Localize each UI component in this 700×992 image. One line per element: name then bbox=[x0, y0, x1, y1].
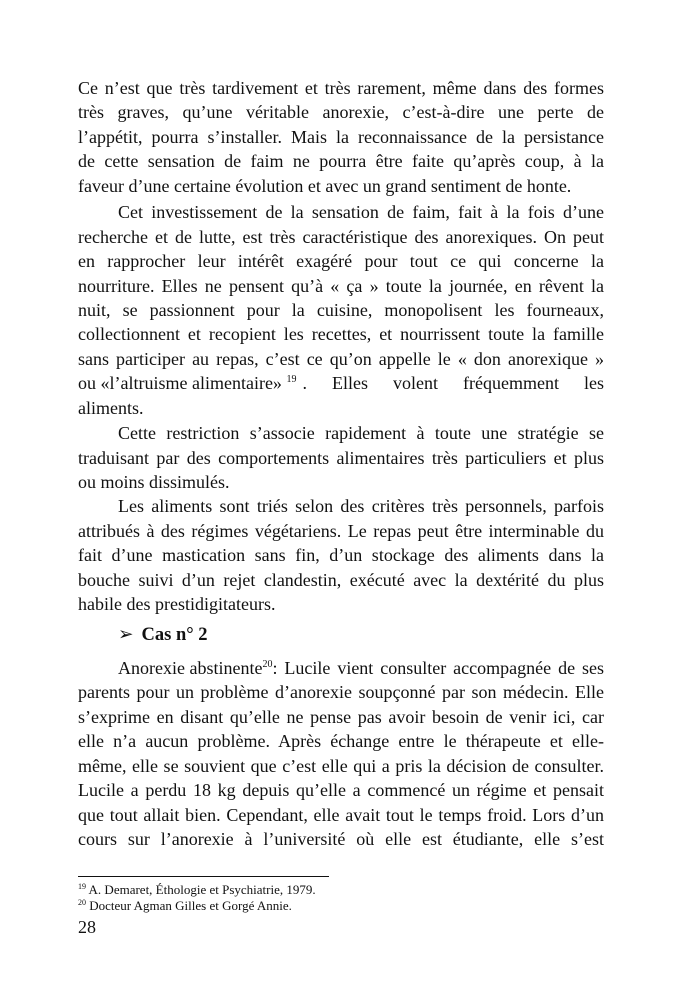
text-line: elle n’a aucun problème. Après échange entre le thérapeute et elle- bbox=[78, 731, 604, 752]
text-line bbox=[78, 656, 604, 680]
case-text bbox=[78, 656, 604, 852]
text-fragment bbox=[78, 371, 296, 395]
footnote-19 bbox=[78, 882, 316, 898]
footnote-20 bbox=[78, 898, 292, 914]
text-line: aliments. bbox=[78, 397, 144, 418]
text-line: cours sur l’anorexie à l’université où elle est étudiante, elle s’est bbox=[78, 829, 604, 850]
case-heading bbox=[118, 622, 208, 648]
paragraph-1 bbox=[78, 76, 604, 198]
footnote-divider bbox=[78, 876, 329, 877]
text-line: même, elle se souvient que c’est elle qui a pris la décision de consulter. bbox=[78, 755, 604, 776]
text-line: recherche et de lutte, est très caractéristique des anorexiques. On peut bbox=[78, 226, 604, 247]
footnote-ref-19: 19 bbox=[286, 374, 297, 386]
text-line: Cet investissement de la sensation de faim, fait à la fois d’une bbox=[118, 202, 604, 223]
text-line: très graves, qu’une véritable anorexie, c’est-à-dire une perte de bbox=[78, 102, 604, 123]
page-number: 28 bbox=[78, 917, 96, 937]
footnote-text: Docteur Agman Gilles et Gorgé Annie. bbox=[89, 898, 292, 913]
text-line: traduisant par des comportements alimentaires très particuliers et plus bbox=[78, 447, 604, 468]
body-text bbox=[78, 76, 604, 617]
text-line: habile des prestidigitateurs. bbox=[78, 594, 276, 615]
paragraph-2 bbox=[78, 200, 604, 420]
text-line: nuit, se passionnent pour la cuisine, monopolisent les fourneaux, bbox=[78, 299, 604, 320]
footnote-number: 20 bbox=[78, 898, 86, 907]
text-line: que tout allait bien. Cependant, elle avait tout le temps froid. Lors d’un bbox=[78, 804, 604, 825]
text-line: bouche suivi d’un rejet clandestin, exécuté avec la dextérité du plus bbox=[78, 569, 604, 590]
footnote-text: A. Demaret, Éthologie et Psychiatrie, 1979. bbox=[88, 882, 316, 897]
text-line: fait d’une mastication sans fin, d’un stockage des aliments dans la bbox=[78, 545, 604, 566]
paragraph-3 bbox=[78, 421, 604, 494]
text-fragment: . Elles volent fréquemment les bbox=[302, 373, 604, 394]
text-line: nourriture. Elles ne pensent qu’à « ça » toute la journée, en rêvent la bbox=[78, 275, 604, 296]
arrow-bullet-icon: ➢ bbox=[118, 625, 134, 645]
text-line bbox=[78, 371, 604, 395]
text-line: sans participer au repas, c’est ce qu’on appelle le « don anorexique » bbox=[78, 348, 604, 369]
text-line: l’appétit, pourra s’installer. Mais la reconnaissance de la persistance bbox=[78, 126, 604, 147]
text-line: collectionnent et recopient les recettes, et nourrissent toute la famille bbox=[78, 324, 604, 345]
text-line: Les aliments sont triés selon des critères très personnels, parfois bbox=[118, 496, 604, 517]
paragraph-5 bbox=[78, 656, 604, 852]
text-line: faveur d’une certaine évolution et avec un grand sentiment de honte. bbox=[78, 175, 572, 196]
paragraph-4 bbox=[78, 494, 604, 616]
text-fragment: : Lucile vient consulter accompagnée de ses bbox=[272, 658, 604, 678]
text-fragment bbox=[118, 656, 272, 680]
footnote-ref-20: 20 bbox=[262, 659, 273, 670]
text-line: ou moins dissimulés. bbox=[78, 472, 230, 492]
text-line: Cette restriction s’associe rapidement à toute une stratégie se bbox=[118, 423, 604, 444]
text-line: Lucile a perdu 18 kg depuis qu’elle a commencé un régime et pensait bbox=[78, 780, 604, 801]
text-line: de cette sensation de faim ne pourra être faite qu’après coup, à la bbox=[78, 151, 604, 172]
case-heading-text: Cas n° 2 bbox=[141, 625, 208, 645]
text-line: s’exprime en disant qu’elle ne pense pas avoir besoin de venir ici, car bbox=[78, 706, 604, 727]
text-fragment: Anorexie abstinente bbox=[118, 658, 263, 678]
text-line: attribués à des régimes végétariens. Le repas peut être interminable du bbox=[78, 520, 604, 541]
text-fragment: ou «l’altruisme alimentaire» bbox=[78, 373, 282, 394]
text-line: en rapprocher leur intérêt exagéré pour tout ce qui concerne la bbox=[78, 251, 604, 272]
text-line: Ce n’est que très tardivement et très rarement, même dans des formes bbox=[78, 78, 604, 98]
footnote-number: 19 bbox=[78, 882, 86, 891]
text-line: parents pour un problème d’anorexie soupçonné par son médecin. Elle bbox=[78, 682, 604, 703]
